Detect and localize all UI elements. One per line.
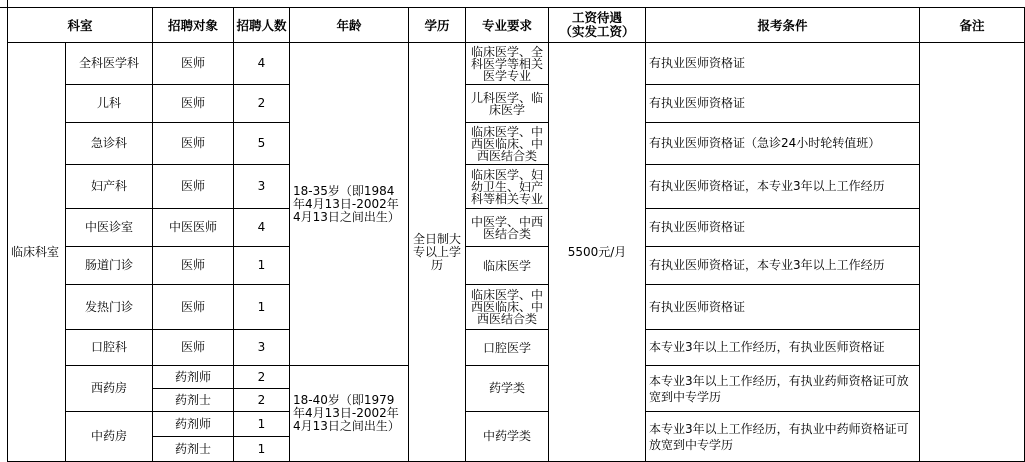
header-salary: 工资待遇 （实发工资） bbox=[549, 8, 646, 43]
headcount: 2 bbox=[234, 366, 290, 389]
headcount: 2 bbox=[234, 85, 290, 123]
target-role: 医师 bbox=[153, 123, 234, 165]
dept-group-clinical: 临床科室 bbox=[8, 43, 66, 462]
header-count: 招聘人数 bbox=[234, 8, 290, 43]
target-role: 医师 bbox=[153, 165, 234, 209]
major-requirement: 临床医学、全科医学等相关医学专业 bbox=[466, 43, 549, 85]
headcount: 5 bbox=[234, 123, 290, 165]
header-notes: 备注 bbox=[920, 8, 1025, 43]
headcount: 4 bbox=[234, 209, 290, 247]
application-condition: 有执业医师资格证 bbox=[646, 209, 920, 247]
headcount: 3 bbox=[234, 165, 290, 209]
header-conditions: 报考条件 bbox=[646, 8, 920, 43]
target-role: 医师 bbox=[153, 285, 234, 330]
application-condition: 本专业3年以上工作经历，有执业中药师资格证可放宽到中专学历 bbox=[646, 412, 920, 462]
header-edu: 学历 bbox=[409, 8, 466, 43]
header-target: 招聘对象 bbox=[153, 8, 234, 43]
major-requirement: 儿科医学、临床医学 bbox=[466, 85, 549, 123]
row-gutter bbox=[0, 0, 8, 462]
headcount: 1 bbox=[234, 285, 290, 330]
application-condition: 有执业医师资格证 bbox=[646, 43, 920, 85]
application-condition: 本专业3年以上工作经历，有执业医师资格证 bbox=[646, 330, 920, 366]
headcount: 3 bbox=[234, 330, 290, 366]
header-dept: 科室 bbox=[8, 8, 153, 43]
major-requirement: 临床医学 bbox=[466, 247, 549, 285]
application-condition: 有执业医师资格证 bbox=[646, 85, 920, 123]
major-requirement: 中医学、中西医结合类 bbox=[466, 209, 549, 247]
sub-dept: 妇产科 bbox=[66, 165, 153, 209]
application-condition: 有执业医师资格证（急诊24小时轮转值班） bbox=[646, 123, 920, 165]
major-requirement: 临床医学、中西医临床、中西医结合类 bbox=[466, 285, 549, 330]
target-role: 药剂师 bbox=[153, 412, 234, 437]
sub-dept: 西药房 bbox=[66, 366, 153, 412]
education-requirement: 全日制大专以上学历 bbox=[409, 43, 466, 462]
sub-dept: 儿科 bbox=[66, 85, 153, 123]
sub-dept: 口腔科 bbox=[66, 330, 153, 366]
application-condition: 有执业医师资格证 bbox=[646, 285, 920, 330]
headcount: 1 bbox=[234, 412, 290, 437]
headcount: 2 bbox=[234, 389, 290, 412]
sub-dept: 肠道门诊 bbox=[66, 247, 153, 285]
age-range-2: 18-40岁（即1979年4月13日-2002年4月13日之间出生） bbox=[290, 366, 409, 462]
sub-dept: 急诊科 bbox=[66, 123, 153, 165]
headcount: 1 bbox=[234, 247, 290, 285]
target-role: 药剂师 bbox=[153, 366, 234, 389]
headcount: 1 bbox=[234, 437, 290, 462]
major-requirement: 临床医学、妇幼卫生、妇产科等相关专业 bbox=[466, 165, 549, 209]
notes-column bbox=[920, 43, 1025, 462]
header-age: 年龄 bbox=[290, 8, 409, 43]
target-role: 药剂士 bbox=[153, 389, 234, 412]
target-role: 医师 bbox=[153, 247, 234, 285]
sub-dept: 中药房 bbox=[66, 412, 153, 462]
target-role: 医师 bbox=[153, 85, 234, 123]
target-role: 药剂士 bbox=[153, 437, 234, 462]
target-role: 医师 bbox=[153, 43, 234, 85]
salary-value: 5500元/月 bbox=[549, 43, 646, 462]
application-condition: 有执业医师资格证，本专业3年以上工作经历 bbox=[646, 247, 920, 285]
major-requirement: 中药学类 bbox=[466, 412, 549, 462]
sub-dept: 中医诊室 bbox=[66, 209, 153, 247]
top-gutter bbox=[0, 0, 1025, 8]
header-major: 专业要求 bbox=[466, 8, 549, 43]
major-requirement: 药学类 bbox=[466, 366, 549, 412]
sub-dept: 发热门诊 bbox=[66, 285, 153, 330]
major-requirement: 口腔医学 bbox=[466, 330, 549, 366]
target-role: 医师 bbox=[153, 330, 234, 366]
major-requirement: 临床医学、中西医临床、中西医结合类 bbox=[466, 123, 549, 165]
target-role: 中医医师 bbox=[153, 209, 234, 247]
headcount: 4 bbox=[234, 43, 290, 85]
sub-dept: 全科医学科 bbox=[66, 43, 153, 85]
age-range-1: 18-35岁（即1984年4月13日-2002年4月13日之间出生） bbox=[290, 43, 409, 366]
application-condition: 有执业医师资格证，本专业3年以上工作经历 bbox=[646, 165, 920, 209]
application-condition: 本专业3年以上工作经历，有执业药师资格证可放宽到中专学历 bbox=[646, 366, 920, 412]
